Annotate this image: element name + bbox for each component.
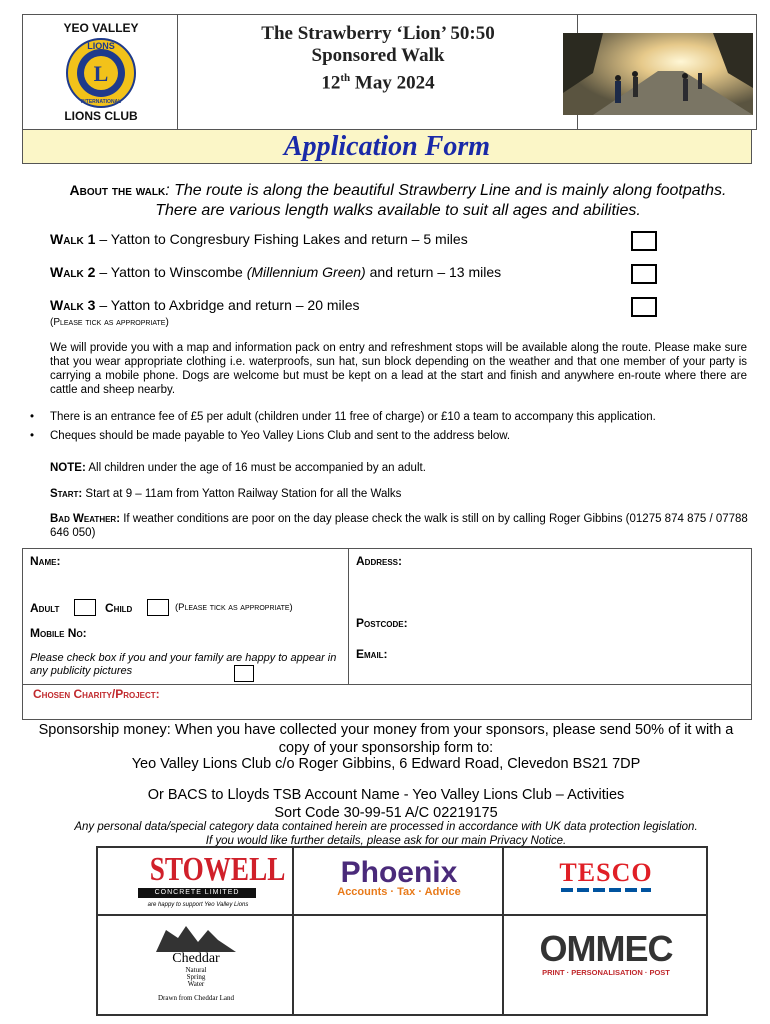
publicity-checkbox[interactable] <box>234 665 254 682</box>
ommec-cell <box>503 915 707 1015</box>
cheddar-sub-2: Spring <box>186 973 206 981</box>
entry-form-table <box>22 548 752 720</box>
child-checkbox[interactable] <box>147 599 169 616</box>
stowell-tagline: are happy to support Yeo Valley Lions <box>147 902 249 908</box>
cheddar-sub-1: Natural <box>185 966 207 974</box>
cheddar-sub-3: Water <box>187 980 205 988</box>
walk-2-row: Walk 2 – Yatton to Winscombe (Millennium Green) and return – 13 miles <box>50 264 502 280</box>
lions-emblem-icon <box>65 37 137 109</box>
email-label: Email: <box>356 647 388 661</box>
tick-note: (Please tick as appropriate) <box>50 317 169 328</box>
email-field[interactable] <box>413 645 743 663</box>
tesco-logo: TESCO <box>559 858 653 887</box>
walk-3-row: Walk 3 – Yatton to Axbridge and return – 20 miles <box>50 297 360 313</box>
charity-label: Chosen Charity/Project: <box>33 687 160 701</box>
title-line-2: Sponsored Walk <box>311 45 445 66</box>
phoenix-cell <box>293 847 503 915</box>
header-table <box>22 14 757 130</box>
walk-1-checkbox[interactable] <box>631 231 657 251</box>
tesco-cell <box>503 847 707 915</box>
title-line-1: The Strawberry ‘Lion’ 50:50 <box>261 23 495 44</box>
title-line-3: 12th May 2024 <box>321 72 435 94</box>
adult-checkbox[interactable] <box>74 599 96 616</box>
logo-bottom-text: LIONS CLUB <box>64 109 138 123</box>
walk-1-row: Walk 1 – Yatton to Congresbury Fishing Lakes and return – 5 miles <box>50 231 468 247</box>
charity-field[interactable] <box>223 686 743 714</box>
event-title <box>178 23 578 94</box>
stowell-logo: STOWELL <box>149 851 286 888</box>
walkers-photo <box>563 33 753 115</box>
publicity-consent-text: Please check box if you and your family are happy to appear in any publicity pictures <box>30 652 337 677</box>
privacy-line-1: Any personal data/special category data contained herein are processed in accordance with UK data protection legislation. <box>74 821 698 833</box>
photo-cell <box>578 15 756 129</box>
phoenix-logo: Phoenix <box>340 856 458 889</box>
info-paragraph: We will provide you with a map and information pack on entry and refreshment stops will be available along the route. Please make sure that you wear appropriate clothing i.e. waterproofs, sun hat, sun block depending on the weather and that one member of your party is carrying a mobile phone. Dogs are welcome but must be kept on a lead at the start and finish and anywhere en-route where there are cattle and sheep nearby. <box>50 342 747 396</box>
application-form-banner: Application Form <box>22 129 752 164</box>
tesco-stripes-icon <box>561 888 651 894</box>
name-label: Name: <box>30 554 61 568</box>
about-walk-text: About the walk: The route is along the beautiful Strawberry Line and is mainly along footpaths. There are various length walks available to suit all ages and abilities. <box>69 182 727 219</box>
svg-text:L: L <box>93 61 109 86</box>
stowell-cell <box>97 847 293 915</box>
walk-3-checkbox[interactable] <box>631 297 657 317</box>
svg-text:LIONS: LIONS <box>87 41 115 51</box>
sponsors-grid <box>96 846 708 1016</box>
cheddar-cell <box>97 915 293 1015</box>
ommec-subtitle: PRINT · PERSONALISATION · POST <box>542 968 670 977</box>
about-walk-body: The route is along the beautiful Strawberry Line and is mainly along footpaths. There are various length walks available to suit all ages and abilities. <box>155 182 727 219</box>
postcode-label: Postcode: <box>356 616 408 630</box>
cheddar-tagline: Drawn from Cheddar Land <box>157 994 234 1002</box>
logo-top-text: YEO VALLEY <box>63 21 139 35</box>
mobile-field[interactable] <box>113 624 343 642</box>
walk-2-checkbox[interactable] <box>631 264 657 284</box>
logo-cell <box>23 15 178 129</box>
ommec-logo: OMMEC <box>539 928 673 969</box>
address-field[interactable] <box>423 552 743 602</box>
child-label: Child <box>105 601 133 615</box>
about-walk-label: About the walk <box>69 182 166 198</box>
bacs-details: Or BACS to Lloyds TSB Account Name - Yeo Valley Lions Club – Activities <box>147 787 625 803</box>
sort-code: Sort Code 30-99-51 A/C 02219175 <box>274 805 498 821</box>
form-tick-note: (Please tick as appropriate) <box>175 602 293 613</box>
title-cell <box>178 15 578 129</box>
name-field[interactable] <box>93 552 343 570</box>
adult-label: Adult <box>30 601 60 615</box>
svg-text:INTERNATIONAL: INTERNATIONAL <box>80 99 122 105</box>
empty-sponsor-cell <box>293 915 503 1015</box>
note-text: NOTE: All children under the age of 16 must be accompanied by an adult. <box>50 462 426 474</box>
privacy-line-2: If you would like further details, please ask for our main Privacy Notice. <box>205 835 567 847</box>
cheddar-gorge-icon <box>156 924 236 954</box>
phoenix-subtitle: Accounts · Tax · Advice <box>337 886 461 898</box>
address-label: Address: <box>356 554 403 568</box>
cheddar-logo: Cheddar <box>172 951 220 966</box>
mobile-label: Mobile No: <box>30 626 87 640</box>
start-text: Start: Start at 9 – 11am from Yatton Railway Station for all the Walks <box>50 488 402 500</box>
stowell-subtitle: CONCRETE LIMITED <box>138 888 256 898</box>
bad-weather-text: Bad Weather: If weather conditions are poor on the day please check the walk is still on by calling Roger Gibbins (01275 874 875 / 07788 646 050) <box>50 513 748 539</box>
postal-address: Yeo Valley Lions Club c/o Roger Gibbins, 6 Edward Road, Clevedon BS21 7DP <box>131 756 641 772</box>
lions-club-logo <box>45 19 157 125</box>
postcode-field[interactable] <box>443 614 743 632</box>
sponsorship-instructions: Sponsorship money: When you have collected your money from your sponsors, please send 50% of it with a copy of your sponsorship form to: <box>38 722 734 756</box>
